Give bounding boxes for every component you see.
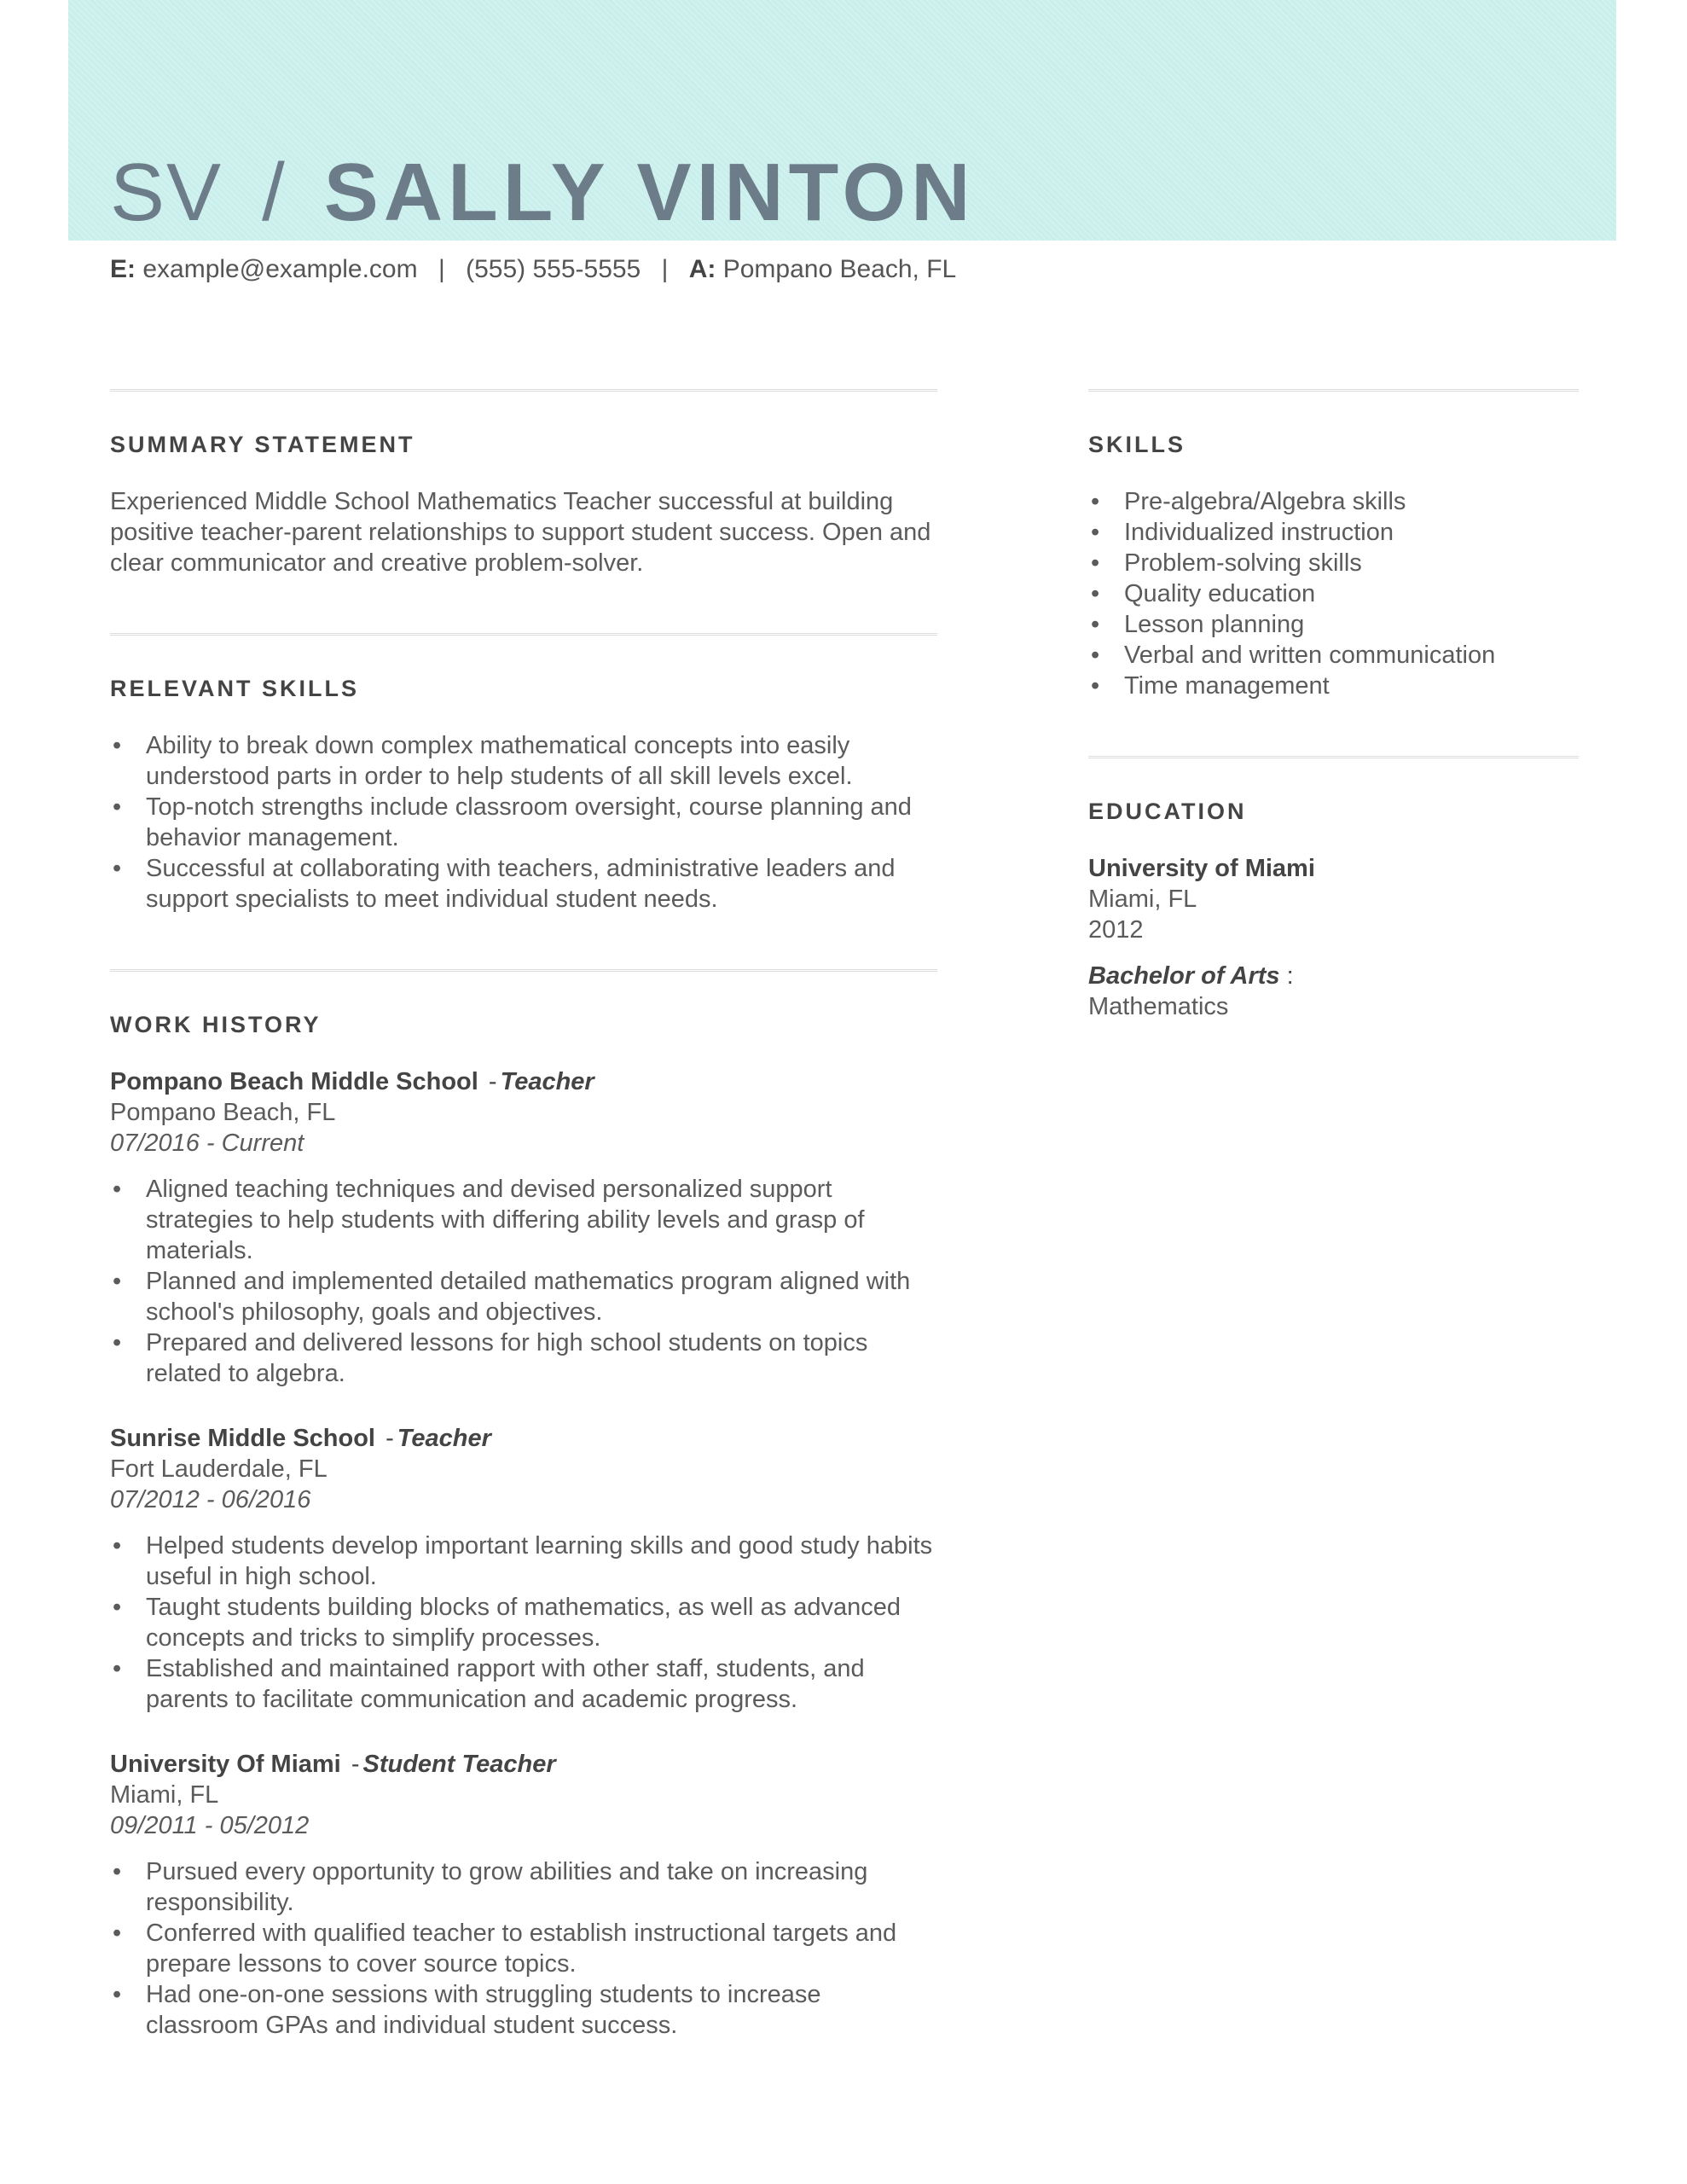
job-bullets	[110, 1856, 937, 2041]
job-dates: 07/2016 - Current	[110, 1130, 304, 1157]
work-history-title: WORK HISTORY	[110, 1012, 322, 1037]
education-field: Mathematics	[1088, 993, 1229, 1020]
left-column	[110, 389, 937, 2075]
relevant-skills-list-wrap	[110, 730, 937, 915]
skills-list-wrap	[1088, 486, 1579, 701]
job-dash: -	[488, 1068, 497, 1095]
list-item: • Problem-solving skills	[1088, 548, 1579, 578]
skills-title: SKILLS	[1088, 432, 1186, 457]
job-heading	[110, 1066, 937, 1097]
job-heading	[110, 1423, 937, 1454]
full-name: SALLY VINTON	[323, 147, 976, 238]
section-divider	[1088, 756, 1579, 758]
right-column	[1088, 389, 1579, 1022]
degree-separator: :	[1286, 962, 1294, 990]
list-item: • Ability to break down complex mathematical concepts into easily understood parts in order to help students of all skill levels excel.	[110, 730, 937, 792]
list-item: • Established and maintained rapport with other staff, students, and parents to facilitate communication and academic progress.	[110, 1653, 937, 1715]
relevant-skills-title: RELEVANT SKILLS	[110, 676, 360, 701]
education-location: Miami, FL	[1088, 886, 1197, 913]
list-item: • Individualized instruction	[1088, 517, 1579, 548]
list-item: • Conferred with qualified teacher to establish instructional targets and prepare lessons to cover source topics.	[110, 1918, 937, 1979]
education-degree	[1088, 961, 1579, 991]
section-divider	[110, 389, 937, 392]
job-heading	[110, 1749, 937, 1780]
list-item: • Had one-on-one sessions with struggling students to increase classroom GPAs and individual student success.	[110, 1979, 937, 2041]
name-slash: /	[262, 147, 287, 238]
job-dates: 07/2012 - 06/2016	[110, 1486, 311, 1513]
section-divider	[110, 969, 937, 972]
job-entry	[110, 1749, 937, 2041]
job-location: Pompano Beach, FL	[110, 1099, 336, 1126]
address-label: A:	[688, 255, 716, 283]
job-company: Pompano Beach Middle School	[110, 1068, 478, 1095]
resume-name	[110, 142, 975, 244]
list-item: • Pursued every opportunity to grow abilities and take on increasing responsibility.	[110, 1856, 937, 1918]
job-dash: -	[351, 1751, 360, 1778]
section-divider	[1088, 389, 1579, 392]
job-company: Sunrise Middle School	[110, 1425, 375, 1452]
list-item: • Successful at collaborating with teachers, administrative leaders and support specialists to meet individual student needs.	[110, 853, 937, 915]
section-divider	[110, 633, 937, 636]
list-item: • Aligned teaching techniques and devised personalized support strategies to help students with differing ability levels and grasp of materials.	[110, 1174, 937, 1266]
job-role: Teacher	[500, 1068, 594, 1095]
relevant-skills-list	[110, 730, 937, 915]
contact-info	[110, 253, 956, 287]
list-item: • Helped students develop important learning skills and good study habits useful in high school.	[110, 1531, 937, 1592]
job-dash: -	[386, 1425, 394, 1452]
job-location: Miami, FL	[110, 1781, 219, 1809]
list-item: • Pre-algebra/Algebra skills	[1088, 486, 1579, 517]
job-company: University Of Miami	[110, 1751, 341, 1778]
job-dates: 09/2011 - 05/2012	[110, 1812, 310, 1839]
list-item: • Lesson planning	[1088, 609, 1579, 640]
job-bullets	[110, 1531, 937, 1715]
email-label: E:	[110, 255, 136, 283]
email-value[interactable]: example@example.com	[142, 255, 418, 283]
education-title: EDUCATION	[1088, 799, 1247, 824]
phone-value[interactable]: (555) 555-5555	[466, 255, 641, 283]
list-item: • Prepared and delivered lessons for high school students on topics related to algebra.	[110, 1327, 937, 1389]
education-school: University of Miami	[1088, 855, 1315, 882]
list-item: • Taught students building blocks of mathematics, as well as advanced concepts and tricks to simplify processes.	[110, 1592, 937, 1653]
summary-title: SUMMARY STATEMENT	[110, 432, 415, 457]
list-item: • Quality education	[1088, 578, 1579, 609]
summary-text: Experienced Middle School Mathematics Teacher successful at building positive teacher-parent relationships to support student success. Open and clear communicator and creative problem-solver.	[110, 488, 931, 577]
name-initials: SV	[110, 147, 223, 238]
list-item: • Verbal and written communication	[1088, 640, 1579, 671]
list-item: • Planned and implemented detailed mathematics program aligned with school's philosophy, goals and objectives.	[110, 1266, 937, 1327]
job-entry	[110, 1066, 937, 1389]
list-item: • Time management	[1088, 671, 1579, 701]
skills-list	[1088, 486, 1579, 701]
contact-separator: |	[438, 255, 445, 283]
job-role: Student Teacher	[362, 1751, 556, 1778]
education-year: 2012	[1088, 916, 1144, 944]
address-value: Pompano Beach, FL	[722, 255, 957, 283]
list-item: • Top-notch strengths include classroom oversight, course planning and behavior management.	[110, 792, 937, 853]
degree-name: Bachelor of Arts	[1088, 962, 1280, 990]
job-bullets	[110, 1174, 937, 1389]
job-entry	[110, 1423, 937, 1715]
job-role: Teacher	[397, 1425, 491, 1452]
job-location: Fort Lauderdale, FL	[110, 1455, 328, 1483]
contact-separator: |	[661, 255, 669, 283]
